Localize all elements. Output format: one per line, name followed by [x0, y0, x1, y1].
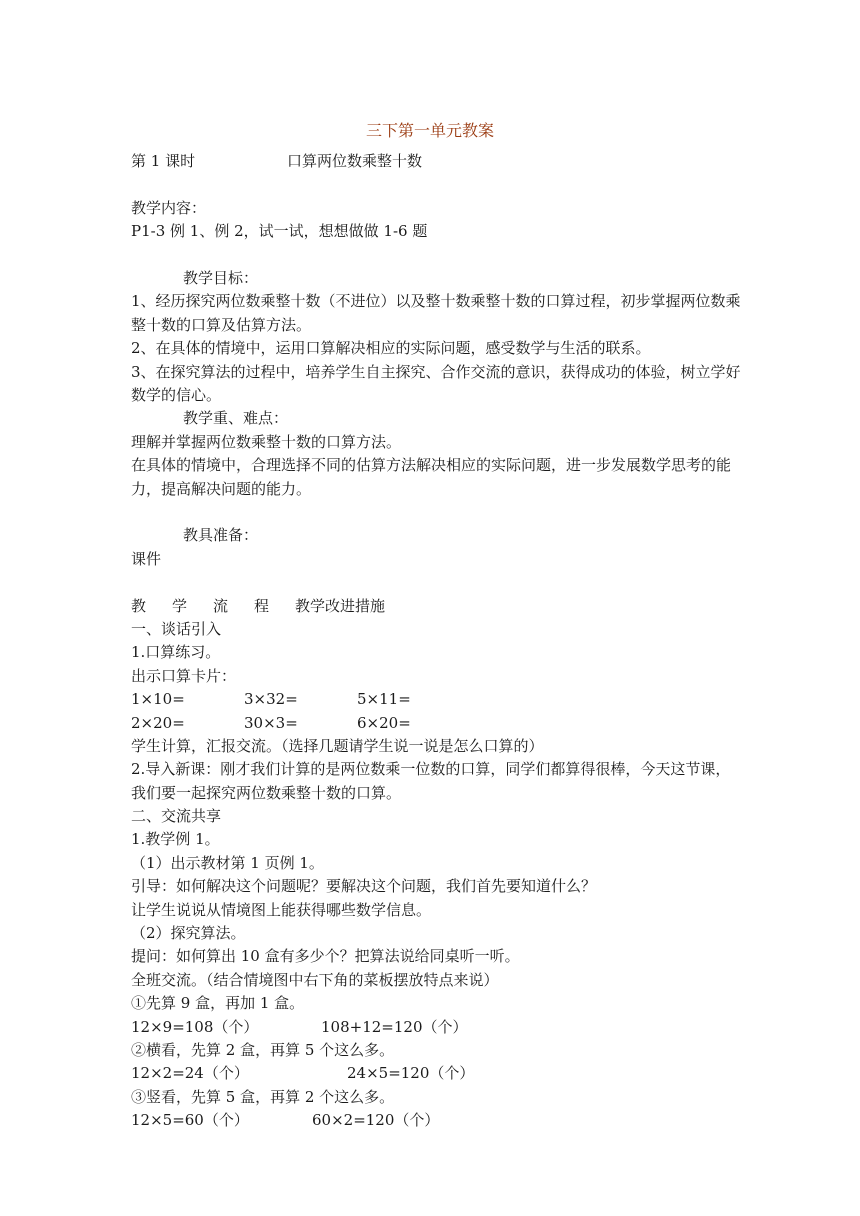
card-expression: 1×10=: [131, 690, 185, 709]
goal-item: 1、经历探究两位数乘整十数（不进位）以及整十数乘整十数的口算过程，初步掌握两位数乘整十数的口算及估算方法。: [131, 292, 741, 334]
equation: 108+12=120（个）: [321, 1017, 468, 1036]
section1-item1: 1.口算练习。: [131, 643, 221, 662]
keypoint-item: 理解并掌握两位数乘整十数的口算方法。: [131, 432, 402, 451]
section2-ask: 提问：如何算出 10 盒有多少个？把算法说给同桌听一听。: [131, 947, 520, 966]
equation: 12×9=108（个）: [131, 1017, 259, 1036]
section2-title: 二、交流共享: [131, 807, 222, 826]
card-expression: 30×3=: [244, 713, 298, 732]
lesson-plan-body: [131, 150, 741, 1133]
improvement-label: 教学改进措施: [295, 596, 386, 615]
keypoints-heading: 教学重、难点：: [183, 409, 289, 428]
method-3-equations: [131, 1109, 741, 1132]
content-text: P1-3 例 1、例 2，试一试，想想做做 1-6 题: [131, 222, 428, 241]
tools-heading: 教具准备：: [183, 526, 259, 545]
equation: 12×2=24（个）: [131, 1064, 249, 1083]
section2-item1: 1.教学例 1。: [131, 830, 220, 849]
document-title: 三下第一单元教案: [365, 121, 494, 140]
section2-sub1: （1）出示教材第 1 页例 1。: [131, 853, 324, 872]
lesson-topic: 口算两位数乘整十数: [287, 152, 423, 170]
section2-let: 让学生说说从情境图上能获得哪些数学信息。: [131, 900, 432, 919]
cards-intro: 出示口算卡片：: [131, 666, 237, 685]
method-2: ②横看，先算 2 盒，再算 5 个这么多。: [131, 1041, 395, 1059]
method-3: ③竖看，先算 5 盒，再算 2 个这么多。: [131, 1087, 395, 1106]
section1-after: 学生计算，汇报交流。（选择几题请学生说一说是怎么口算的）: [131, 736, 544, 755]
equation: 60×2=120（个）: [312, 1111, 440, 1130]
section2-guide: 引导：如何解决这个问题呢？要解决这个问题，我们首先要知道什么？: [131, 877, 597, 896]
process-header: [131, 595, 741, 618]
cards-row: [131, 712, 741, 735]
lesson-header: [131, 150, 741, 173]
goal-item: 3、在探究算法的过程中，培养学生自主探究、合作交流的意识，获得成功的体验，树立学好数学的信心。: [131, 362, 741, 404]
card-expression: 3×32=: [244, 690, 298, 709]
equation: 12×5=60（个）: [131, 1111, 249, 1130]
cards-row: [131, 688, 741, 711]
section2-share: 全班交流。（结合情境图中右下角的菜板摆放特点来说）: [131, 970, 499, 989]
content-heading: 教学内容：: [131, 198, 207, 217]
process-label: 教学流程: [131, 596, 296, 615]
card-expression: 6×20=: [357, 713, 411, 732]
method-1-equations: [131, 1016, 741, 1039]
lesson-number: 第 1 课时: [131, 152, 196, 170]
section1-title: 一、谈话引入: [131, 619, 222, 638]
card-expression: 2×20=: [131, 713, 185, 732]
card-expression: 5×11=: [357, 690, 411, 709]
keypoint-item: 在具体的情境中，合理选择不同的估算方法解决相应的实际问题，进一步发展数学思考的能力，提高解决问题的能力。: [131, 456, 732, 498]
goals-heading: 教学目标：: [183, 268, 259, 287]
equation: 24×5=120（个）: [347, 1064, 475, 1083]
tools-text: 课件: [131, 549, 162, 568]
method-1: ①先算 9 盒，再加 1 盒。: [131, 994, 305, 1013]
section2-sub2: （2）探究算法。: [131, 924, 246, 943]
goal-item: 2、在具体的情境中，运用口算解决相应的实际问题，感受数学与生活的联系。: [131, 339, 651, 358]
method-2-equations: [131, 1062, 741, 1085]
section1-item2: 2.导入新课：刚才我们计算的是两位数乘一位数的口算，同学们都算得很棒，今天这节课，我们要一起探究两位数乘整十数的口算。: [131, 760, 731, 802]
